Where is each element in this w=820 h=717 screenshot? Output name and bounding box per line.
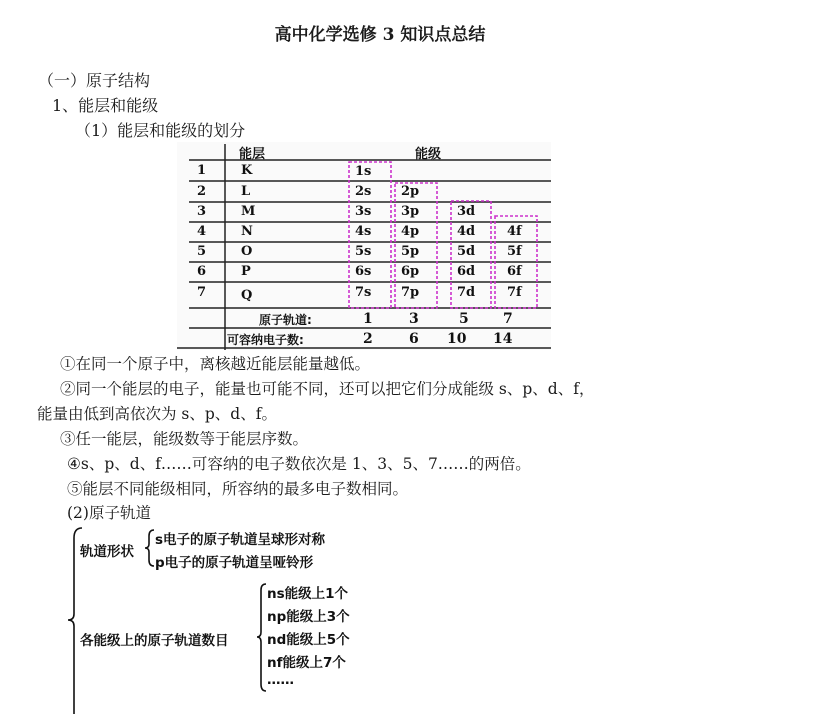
section-heading: （一）原子结构 <box>38 71 151 90</box>
point-1: ①在同一个原子中，离核越近能层能量越低。 <box>60 355 371 373</box>
row-number: 6 <box>197 264 207 279</box>
orbital-count-item: nd能级上5个 <box>267 632 350 648</box>
orbital-count: 1 <box>363 311 373 327</box>
subshell-cell: 7d <box>457 285 476 300</box>
orbitals-label: 原子轨道: <box>259 313 312 327</box>
subshell-cell: 5p <box>401 244 420 259</box>
subshell-cell: 4d <box>457 224 476 239</box>
shell-letter: P <box>241 264 251 279</box>
subshell-cell: 5s <box>355 244 372 259</box>
orbital-count-item: np能级上3个 <box>267 609 350 625</box>
row-number: 5 <box>197 244 207 259</box>
electron-capacity: 10 <box>447 331 467 347</box>
point-3: ③任一能层，能级数等于能层序数。 <box>60 430 309 448</box>
subshell-cell: 5d <box>457 244 476 259</box>
subshell-cell: 2s <box>355 184 372 199</box>
header-shell: 能层 <box>239 147 266 162</box>
subshell-cell: 3d <box>457 204 476 219</box>
subshell-cell: 5f <box>507 244 522 259</box>
row-number: 3 <box>197 204 207 219</box>
subshell-cell: 7p <box>401 285 420 300</box>
subshell-cell: 7f <box>507 285 522 300</box>
orbital-shape-label: 轨道形状 <box>80 544 134 560</box>
orbital-count-item: …… <box>267 672 294 688</box>
orbital-count-label: 各能级上的原子轨道数目 <box>80 633 229 649</box>
capacity-label: 可容纳电子数: <box>227 333 304 347</box>
point-5: ⑤能层不同能级相同，所容纳的最多电子数相同。 <box>67 480 409 498</box>
subshell-cell: 6f <box>507 264 522 279</box>
shell-letter: M <box>241 204 256 219</box>
header-subshell: 能级 <box>415 147 442 162</box>
subshell-cell: 3s <box>355 204 372 219</box>
electron-capacity: 14 <box>493 331 513 347</box>
subshell-cell: 4s <box>355 224 372 239</box>
orbital-shape-item: s电子的原子轨道呈球形对称 <box>155 532 326 548</box>
orbital-shape-item: p电子的原子轨道呈哑铃形 <box>155 555 314 571</box>
row-number: 4 <box>197 224 207 239</box>
electron-capacity: 6 <box>409 331 419 347</box>
energy-level-table <box>177 142 551 350</box>
orbital-count-item: ns能级上1个 <box>267 586 349 602</box>
orbital-count: 7 <box>503 311 513 327</box>
orbital-count: 5 <box>459 311 469 327</box>
shell-letter: K <box>241 163 253 178</box>
subshell-cell: 2p <box>401 184 420 199</box>
shell-letter: Q <box>241 288 253 303</box>
subsection-heading-2: (2)原子轨道 <box>67 504 151 522</box>
subshell-cell: 1s <box>355 164 372 179</box>
subshell-cell: 7s <box>355 285 372 300</box>
shell-letter: L <box>241 184 251 199</box>
page-title: 高中化学选修 3 知识点总结 <box>274 25 486 45</box>
subshell-cell: 4p <box>401 224 420 239</box>
subshell-cell: 6s <box>355 264 372 279</box>
point-4: ④s、p、d、f……可容纳的电子数依次是 1、3、5、7……的两倍。 <box>67 455 531 473</box>
row-number: 7 <box>197 285 207 300</box>
subshell-cell: 6p <box>401 264 420 279</box>
row-number: 2 <box>197 184 207 199</box>
subshell-cell: 6d <box>457 264 476 279</box>
subshell-cell: 4f <box>507 224 522 239</box>
subshell-cell: 3p <box>401 204 420 219</box>
point-2: ②同一个能层的电子，能量也可能不同，还可以把它们分成能级 s、p、d、f， <box>60 380 595 398</box>
orbital-count: 3 <box>409 311 419 327</box>
electron-capacity: 2 <box>363 331 373 347</box>
shell-letter: N <box>241 224 253 239</box>
point-2-continued: 能量由低到高依次为 s、p、d、f。 <box>37 405 277 423</box>
subsection-heading-1: （1）能层和能级的划分 <box>75 121 246 140</box>
row-number: 1 <box>197 163 207 178</box>
subsection-heading: 1、能层和能级 <box>52 96 159 115</box>
orbital-count-item: nf能级上7个 <box>267 655 346 671</box>
shell-letter: O <box>241 244 253 259</box>
